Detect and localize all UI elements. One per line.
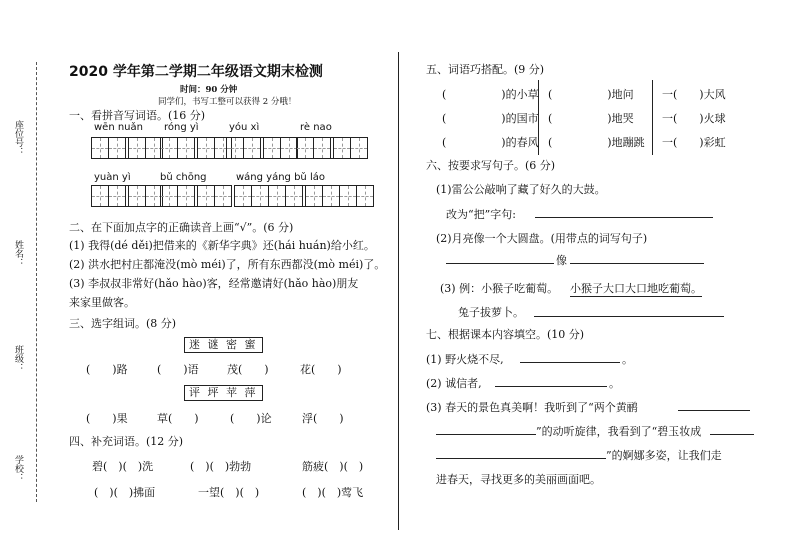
q4-r2-2[interactable]: 一望( )( ) <box>198 486 260 499</box>
q5-c3-2[interactable]: 一( )火球 <box>662 112 726 125</box>
q3-r1-1[interactable]: ( )路 <box>86 363 128 376</box>
q2-line-1: (1) 我得(dé děi)把借来的《新华字典》还(hái huán)给小红。 <box>69 239 375 252</box>
q6-s3-example-answer: 小猴子大口大口地吃葡萄。 <box>570 282 702 295</box>
binding-line <box>36 62 37 502</box>
char-grid-1[interactable] <box>91 137 163 159</box>
q6-s2-xiang: 像 <box>556 254 567 267</box>
q7-l3: (3) 春天的景色真美啊！我听到了“两个黄鹂 <box>426 401 638 414</box>
q3-r2-2[interactable]: 草( ) <box>157 412 199 425</box>
q5-c2-1[interactable]: ( )地问 <box>548 88 634 101</box>
q3-r1-4[interactable]: 花( ) <box>300 363 342 376</box>
q5-c3-1[interactable]: 一( )大风 <box>662 88 726 101</box>
char-grid-6[interactable] <box>160 185 232 207</box>
q3-r1-2[interactable]: ( )语 <box>157 363 199 376</box>
q4-r2-1[interactable]: ( )( )拂面 <box>94 486 156 499</box>
char-grid-2[interactable] <box>160 137 232 159</box>
q3-r2-4[interactable]: 浮( ) <box>302 412 344 425</box>
pinyin-7: wáng yáng bǔ láo <box>236 172 325 183</box>
pinyin-3: yóu xì <box>229 122 260 133</box>
q1-title: 一、看拼音写词语。(16 分) <box>69 109 206 122</box>
q4-r1-3[interactable]: 筋疲( )( ) <box>302 460 364 473</box>
q4-r2-3[interactable]: ( )( )莺飞 <box>302 486 364 499</box>
char-grid-5[interactable] <box>91 185 163 207</box>
q3-char-box-1: 迷 谜 密 蜜 <box>184 337 263 353</box>
school-label: 学校： <box>13 455 23 482</box>
column-divider <box>398 52 399 530</box>
q6-s3-answer[interactable] <box>534 302 724 317</box>
q6-title: 六、按要求写句子。(6 分) <box>426 159 556 172</box>
pinyin-1: wēn nuǎn <box>94 122 143 133</box>
q6-s3-example: (3) 例：小猴子吃葡萄。 <box>440 282 559 295</box>
pinyin-5: yuàn yì <box>94 172 131 183</box>
seat-label: 座位号： <box>13 120 23 156</box>
q7-l4: ”的动听旋律，我看到了“碧玉妆成 <box>536 425 702 438</box>
q3-r1-3[interactable]: 茂( ) <box>227 363 269 376</box>
char-grid-3[interactable] <box>226 137 298 159</box>
q5-c1-2[interactable]: ( )的国市 <box>442 112 539 125</box>
q5-c2-2[interactable]: ( )地哭 <box>548 112 634 125</box>
name-label: 姓名： <box>13 240 23 267</box>
q6-s2-answer-a[interactable] <box>446 249 554 264</box>
q7-title: 七、根据课本内容填空。(10 分) <box>426 328 585 341</box>
exam-time: 时间：90 分钟 <box>180 85 238 95</box>
q2-title: 二、在下面加点字的正确读音上画“√”。(6 分) <box>69 221 294 234</box>
q2-line-2: (2) 洪水把村庄都淹没(mò méi)了，所有东西都没(mò méi)了。 <box>69 258 386 271</box>
q6-s1: (1)雷公公敲响了藏了好久的大鼓。 <box>436 183 606 196</box>
q3-char-box-2: 评 坪 苹 萍 <box>184 385 263 401</box>
char-grid-4[interactable] <box>296 137 368 159</box>
q6-s1-prompt: 改为“把”字句: <box>446 208 516 221</box>
q4-r1-2[interactable]: ( )( )勃勃 <box>190 460 252 473</box>
q2-line-4: 来家里做客。 <box>69 296 135 309</box>
q7-l1-answer[interactable] <box>520 349 620 363</box>
q5-title: 五、词语巧搭配。(9 分) <box>426 63 545 76</box>
q4-title: 四、补充词语。(12 分) <box>69 435 184 448</box>
q7-l2: (2) 诚信者, <box>426 377 482 390</box>
q7-l4-answer[interactable] <box>436 421 536 435</box>
q2-line-3: (3) 李叔叔非常好(hǎo hào)客，经常邀请好(hǎo hào)朋友 <box>69 277 359 290</box>
q7-l6: 进春天，寻找更多的美丽画面吧。 <box>436 473 601 486</box>
pinyin-2: róng yì <box>164 122 199 133</box>
q3-r2-1[interactable]: ( )果 <box>86 412 128 425</box>
q7-l2-end: 。 <box>609 377 620 390</box>
q7-l1: (1) 野火烧不尽, <box>426 353 504 366</box>
q7-l3-answer[interactable] <box>678 397 750 411</box>
q7-l5: ”的婀娜多姿，让我们走 <box>606 449 722 462</box>
class-label: 班级： <box>13 345 23 372</box>
q7-l2-answer[interactable] <box>495 373 607 387</box>
q5-c3-3[interactable]: 一( )彩虹 <box>662 136 726 149</box>
q5-c2-3[interactable]: ( )地蹦跳 <box>548 136 645 149</box>
q7-l4-answer-b[interactable] <box>710 421 754 435</box>
writing-note: 同学们，书写工整可以获得 2 分哦！ <box>158 97 297 107</box>
q6-s2-answer-b[interactable] <box>570 249 704 264</box>
q3-title: 三、选字组词。(8 分) <box>69 317 177 330</box>
q5-divider-2 <box>652 80 653 155</box>
q5-c1-3[interactable]: ( )的春风 <box>442 136 539 149</box>
q6-s3-prompt: 兔子拔萝卜。 <box>458 306 524 319</box>
q6-s2: (2)月亮像一个大圆盘。(用带点的词写句子) <box>436 232 648 245</box>
page-title: 2020 学年第二学期二年级语文期末检测 <box>69 64 323 80</box>
q6-s1-answer[interactable] <box>535 203 713 218</box>
q5-c1-1[interactable]: ( )的小草 <box>442 88 539 101</box>
pinyin-6: bǔ chōng <box>160 172 207 183</box>
q4-r1-1[interactable]: 碧( )( )洗 <box>92 460 154 473</box>
char-grid-7[interactable] <box>234 185 374 207</box>
q7-l5-answer[interactable] <box>436 445 606 459</box>
pinyin-4: rè nao <box>300 122 332 133</box>
q3-r2-3[interactable]: ( )论 <box>230 412 272 425</box>
q7-l1-end: 。 <box>622 353 633 366</box>
